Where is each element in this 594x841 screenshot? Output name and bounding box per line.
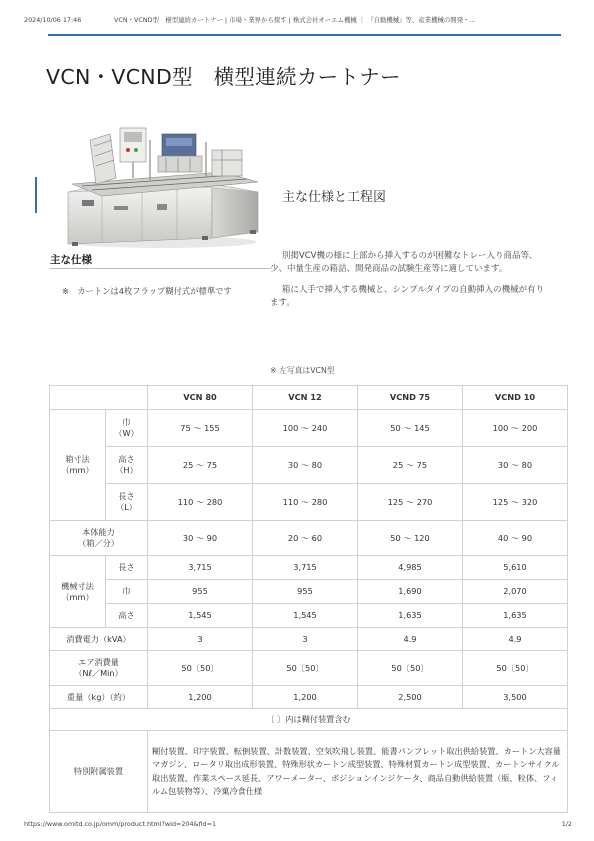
machine-photo <box>62 120 264 250</box>
table-cell: 25 ～ 75 <box>358 447 463 484</box>
table-row <box>50 521 568 556</box>
section-accent-bar <box>35 177 37 213</box>
air-label: エア消費量 （Nℓ／Min） <box>50 651 148 686</box>
model-header: VCND 75 <box>358 386 463 410</box>
spec-table <box>49 385 568 813</box>
table-cell: 1,200 <box>253 686 358 709</box>
table-cell: 100 ～ 200 <box>463 410 568 447</box>
table-row <box>50 556 568 580</box>
table-cell: 30 ～ 80 <box>463 447 568 484</box>
table-cell: 3,500 <box>463 686 568 709</box>
table-cell: 100 ～ 240 <box>253 410 358 447</box>
table-cell: 30 ～ 90 <box>148 521 253 556</box>
model-header: VCN 80 <box>148 386 253 410</box>
print-footer <box>24 820 572 828</box>
table-cell: 4,985 <box>358 556 463 580</box>
box-height-label: 高さ （H） <box>106 447 148 484</box>
table-cell: 3 <box>253 628 358 651</box>
table-row <box>50 686 568 709</box>
table-cell: 2,500 <box>358 686 463 709</box>
table-cell: 125 ～ 320 <box>463 484 568 521</box>
description <box>270 250 548 318</box>
print-page-title: VCN・VCND型 横型連続カートナー | 市場・業界から探す | 株式会社オーエム機械 ｜ 『自動機械』等、産業機械の開発・... <box>114 16 476 24</box>
capacity-label: 本体能力 （箱／分） <box>50 521 148 556</box>
box-length-label: 長さ （L） <box>106 484 148 521</box>
options-text: 糊付装置、印字装置、転倒装置、計数装置、空気吹飛し装置、能書パンフレット取出供給装置、カートン大容量マガジン、ロータリ取出成形装置、特殊形状カートン成型装置、特殊材質カートン成型装置、カートンサイクル取出装置、作業スペース延長、アワーメーター、ポジションインジケータ、商品自動供給装置（瓶、粒体、フィルム包装物等）、冷菓冷食仕様 <box>148 731 568 813</box>
table-row <box>50 604 568 628</box>
table-cell: 1,200 <box>148 686 253 709</box>
table-cell: 50〔50〕 <box>253 651 358 686</box>
table-cell: 955 <box>148 580 253 604</box>
glue-note: 〔 〕内は糊付装置含む <box>50 709 568 731</box>
table-row <box>50 651 568 686</box>
table-cell: 3,715 <box>253 556 358 580</box>
spec-heading-rule <box>50 268 270 269</box>
table-cell: 1,545 <box>253 604 358 628</box>
table-header-blank <box>50 386 148 410</box>
options-label: 特別附属装置 <box>50 731 148 813</box>
box-width-label: 巾 （W） <box>106 410 148 447</box>
print-date: 2024/10/06 17:46 <box>24 16 82 24</box>
table-cell: 3 <box>148 628 253 651</box>
table-cell: 1,545 <box>148 604 253 628</box>
machine-size-label: 機械寸法 （mm） <box>50 556 106 628</box>
header-rule <box>48 34 561 36</box>
table-cell: 955 <box>253 580 358 604</box>
table-cell: 20 ～ 60 <box>253 521 358 556</box>
print-page-number: 1/2 <box>561 820 572 828</box>
machine-width-label: 巾 <box>106 580 148 604</box>
table-row <box>50 731 568 813</box>
model-header: VCND 10 <box>463 386 568 410</box>
table-row <box>50 580 568 604</box>
print-url: https://www.omitd.co.jp/omm/product.html?wid=204&fid=1 <box>24 820 217 828</box>
table-cell: 4.9 <box>358 628 463 651</box>
page-title: VCN・VCND型 横型連続カートナー <box>46 65 401 89</box>
print-header <box>24 15 574 24</box>
weight-label: 重量（kg）（約） <box>50 686 148 709</box>
table-cell: 30 ～ 80 <box>253 447 358 484</box>
table-cell: 1,635 <box>358 604 463 628</box>
spec-heading: 主な仕様 <box>50 254 92 266</box>
table-cell: 2,070 <box>463 580 568 604</box>
table-cell: 50〔50〕 <box>148 651 253 686</box>
table-cell: 40 ～ 90 <box>463 521 568 556</box>
table-row <box>50 709 568 731</box>
table-cell: 1,635 <box>463 604 568 628</box>
table-row <box>50 628 568 651</box>
photo-note: ※ 左写真はVCN型 <box>270 366 335 375</box>
table-cell: 50〔50〕 <box>463 651 568 686</box>
table-row <box>50 484 568 521</box>
table-header-row <box>50 386 568 410</box>
description-paragraph: 別掲VCV機の様に上部から挿入するのが困難なトレー入り商品等、少、中量生産の箱詰、開発商品の試験生産等に適しています。 <box>270 251 538 274</box>
table-cell: 50〔50〕 <box>358 651 463 686</box>
table-cell: 75 ～ 155 <box>148 410 253 447</box>
spec-note: ※ カートンは4枚フラップ糊付式が標準です <box>62 286 232 296</box>
table-cell: 3,715 <box>148 556 253 580</box>
table-cell: 125 ～ 270 <box>358 484 463 521</box>
table-cell: 25 ～ 75 <box>148 447 253 484</box>
machine-length-label: 長さ <box>106 556 148 580</box>
table-row <box>50 447 568 484</box>
model-header: VCN 12 <box>253 386 358 410</box>
section-heading: 主な仕様と工程図 <box>282 190 387 205</box>
power-label: 消費電力（kVA） <box>50 628 148 651</box>
table-cell: 50 ～ 120 <box>358 521 463 556</box>
table-cell: 50 ～ 145 <box>358 410 463 447</box>
machine-height-label: 高さ <box>106 604 148 628</box>
table-cell: 110 ～ 280 <box>148 484 253 521</box>
table-cell: 4.9 <box>463 628 568 651</box>
table-cell: 110 ～ 280 <box>253 484 358 521</box>
table-cell: 5,610 <box>463 556 568 580</box>
table-cell: 1,690 <box>358 580 463 604</box>
box-size-label: 箱寸法 （mm） <box>50 410 106 521</box>
description-paragraph: 箱に人手で挿入する機械と、シンプルタイプの自動挿入の機械が有ります。 <box>270 285 545 308</box>
table-row <box>50 410 568 447</box>
